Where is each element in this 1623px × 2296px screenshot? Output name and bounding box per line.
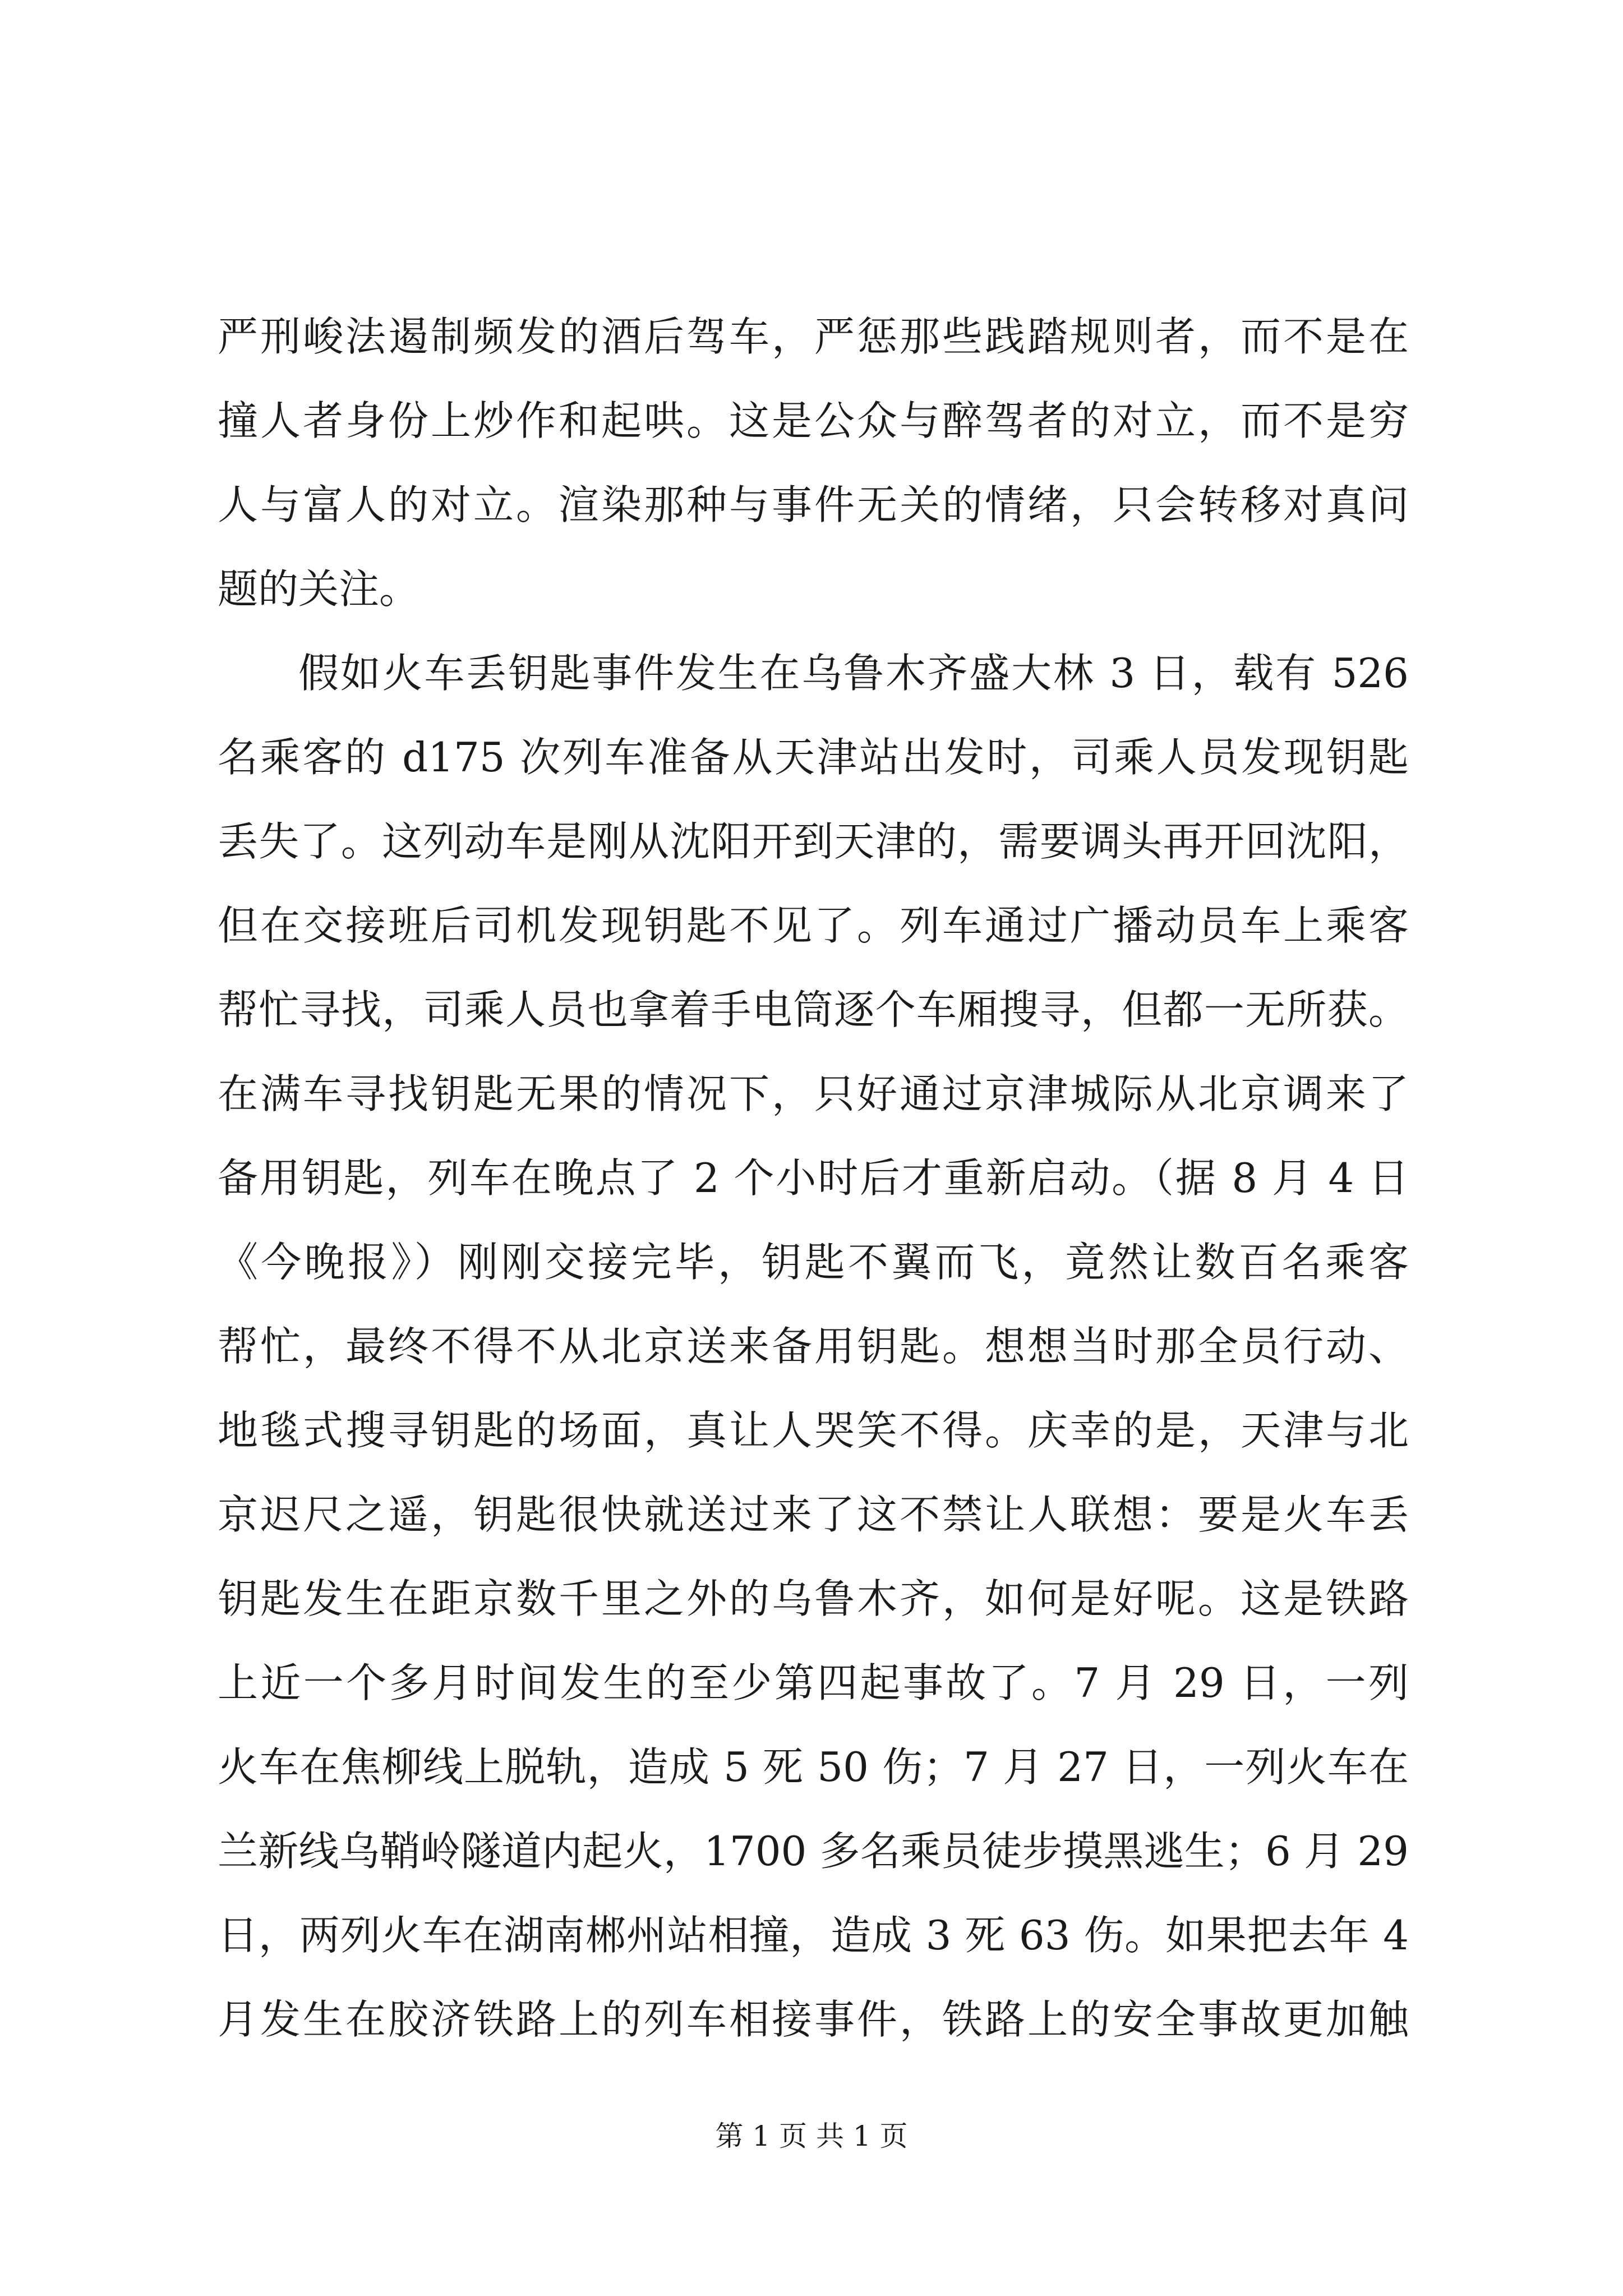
document-body (218, 295, 1409, 2062)
text-line: 日，两列火车在湖南郴州站相撞，造成 3 死 63 伤。如果把去年 4 (218, 1912, 1409, 1959)
text-line: 在满车寻找钥匙无果的情况下，只好通过京津城际从北京调来了 (218, 1070, 1409, 1117)
text-line: 题的关注。 (218, 565, 420, 613)
text-line: 帮忙，最终不得不从北京送来备用钥匙。想想当时那全员行动、 (218, 1323, 1409, 1370)
text-line: 上近一个多月时间发生的至少第四起事故了。7 月 29 日，一列 (218, 1659, 1409, 1706)
page-number-label: 第 1 页 共 1 页 (715, 2120, 908, 2152)
text-line: 地毯式搜寻钥匙的场面，真让人哭笑不得。庆幸的是，天津与北 (218, 1407, 1409, 1454)
text-line: 月发生在胶济铁路上的列车相接事件，铁路上的安全事故更加触 (218, 1996, 1409, 2043)
text-line: 火车在焦柳线上脱轨，造成 5 死 50 伤；7 月 27 日，一列火车在 (218, 1743, 1409, 1791)
text-line: 但在交接班后司机发现钥匙不见了。列车通过广播动员车上乘客 (218, 902, 1409, 949)
text-line: 兰新线乌鞘岭隧道内起火，1700 多名乘员徒步摸黑逃生；6 月 29 (218, 1828, 1409, 1875)
text-line: 《今晚报》）刚刚交接完毕，钥匙不翼而飞，竟然让数百名乘客 (218, 1239, 1409, 1286)
text-line: 备用钥匙，列车在晚点了 2 个小时后才重新启动。（据 8 月 4 日 (218, 1154, 1409, 1202)
text-line: 京迟尺之遥，钥匙很快就送过来了这不禁让人联想：要是火车丢 (218, 1491, 1409, 1538)
text-line: 名乘客的 d175 次列车准备从天津站出发时，司乘人员发现钥匙 (218, 734, 1409, 781)
text-line: 钥匙发生在距京数千里之外的乌鲁木齐，如何是好呢。这是铁路 (218, 1575, 1409, 1622)
text-line: 撞人者身份上炒作和起哄。这是公众与醉驾者的对立，而不是穷 (218, 397, 1409, 444)
text-line-paragraph-start: 假如火车丢钥匙事件发生在乌鲁木齐盛大林 3 日，载有 526 (298, 650, 1409, 697)
text-line: 人与富人的对立。渲染那种与事件无关的情绪，只会转移对真问 (218, 481, 1409, 528)
text-line: 帮忙寻找，司乘人员也拿着手电筒逐个车厢搜寻，但都一无所获。 (218, 986, 1409, 1033)
text-line: 严刑峻法遏制频发的酒后驾车，严惩那些践踏规则者，而不是在 (218, 313, 1409, 360)
text-line: 丢失了。这列动车是刚从沈阳开到天津的，需要调头再开回沈阳， (218, 818, 1409, 865)
page-footer (0, 2114, 1623, 2154)
